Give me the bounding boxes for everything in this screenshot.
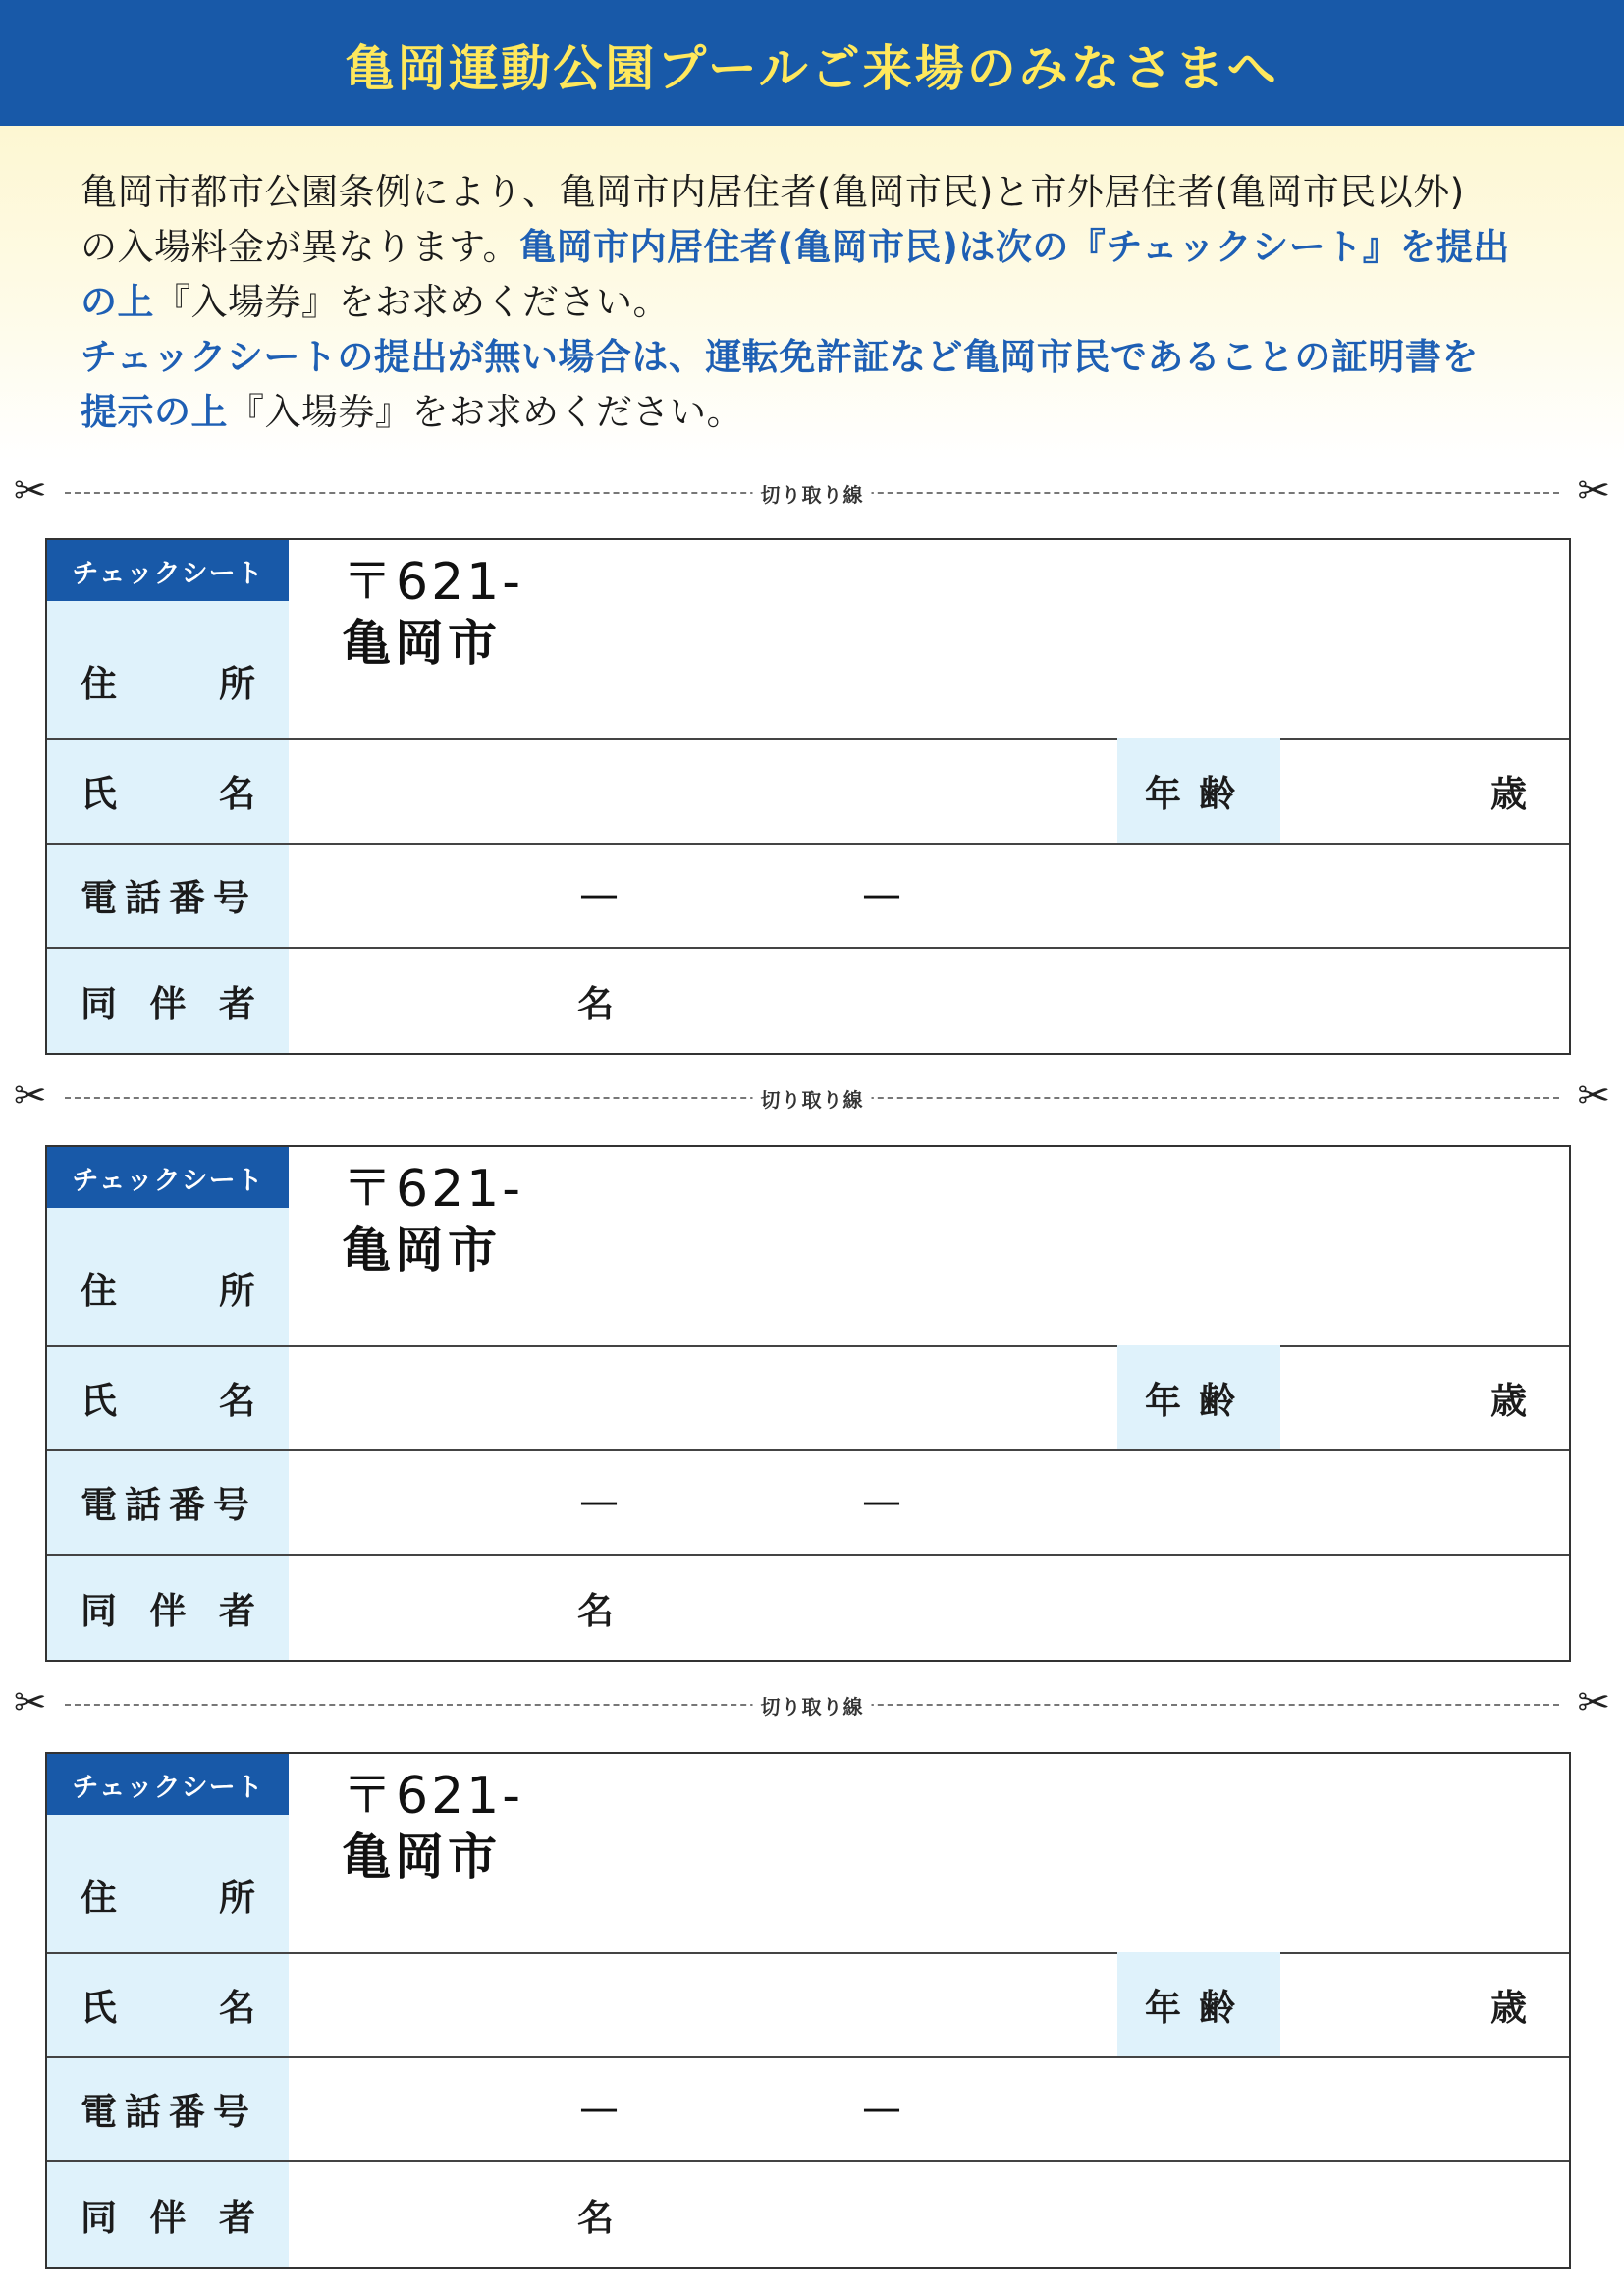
intro-line-1: 亀岡市都市公園条例により、亀岡市内居住者(亀岡市民)と市外居住者(亀岡市民以外) bbox=[81, 171, 1465, 213]
city-name: 亀岡市 bbox=[342, 1222, 501, 1279]
intro-line-2: の入場料金が異なります。亀岡市内居住者(亀岡市民)は次の『チェックシート』を提出 bbox=[81, 226, 1510, 268]
scissors-icon: ✂ bbox=[1577, 1680, 1610, 1725]
age-unit: 歳 bbox=[1490, 1987, 1527, 2029]
scissors-icon: ✂ bbox=[1577, 1073, 1610, 1119]
age-label: 年齢 bbox=[1117, 1952, 1280, 2056]
companion-label: 同 伴 者 bbox=[81, 983, 255, 1025]
phone-separator: — bbox=[579, 2086, 619, 2131]
intro-section bbox=[0, 126, 1624, 460]
cut-line-1 bbox=[0, 468, 1624, 514]
name-label: 氏 名 bbox=[81, 773, 255, 815]
check-sheet-3 bbox=[45, 1752, 1571, 2269]
companion-label: 同 伴 者 bbox=[81, 2197, 255, 2239]
address-label: 住 所 bbox=[81, 663, 255, 705]
scissors-icon: ✂ bbox=[14, 1680, 47, 1725]
scissors-icon: ✂ bbox=[1577, 468, 1610, 514]
phone-separator: — bbox=[579, 1479, 619, 1524]
phone-separator: — bbox=[862, 872, 901, 917]
postal-code-prefix: 〒621- bbox=[342, 1160, 524, 1219]
companion-unit: 名 bbox=[577, 2197, 614, 2239]
intro-text bbox=[81, 165, 1553, 440]
check-sheet-2 bbox=[45, 1145, 1571, 1662]
cut-line-label: 切り取り線 bbox=[753, 1691, 872, 1720]
check-sheet-badge: チェックシート bbox=[47, 1754, 289, 1815]
cut-line-2 bbox=[0, 1073, 1624, 1119]
phone-separator: — bbox=[579, 872, 619, 917]
age-label: 年齢 bbox=[1117, 1345, 1280, 1449]
companion-unit: 名 bbox=[577, 983, 614, 1025]
page-header bbox=[0, 0, 1624, 126]
companion-unit: 名 bbox=[577, 1590, 614, 1632]
intro-line-5: 提示の上『入場券』をお求めください。 bbox=[81, 391, 743, 433]
intro-line-3: の上『入場券』をお求めください。 bbox=[81, 281, 670, 323]
check-sheet-badge: チェックシート bbox=[47, 1147, 289, 1208]
check-sheet-1 bbox=[45, 538, 1571, 1055]
city-name: 亀岡市 bbox=[342, 615, 501, 672]
check-sheet-badge: チェックシート bbox=[47, 540, 289, 601]
name-label: 氏 名 bbox=[81, 1987, 255, 2029]
name-label: 氏 名 bbox=[81, 1380, 255, 1422]
cut-line-label: 切り取り線 bbox=[753, 479, 872, 508]
postal-code-prefix: 〒621- bbox=[342, 553, 524, 612]
phone-label: 電話番号 bbox=[81, 2091, 257, 2133]
city-name: 亀岡市 bbox=[342, 1829, 501, 1886]
address-label: 住 所 bbox=[81, 1270, 255, 1312]
scissors-icon: ✂ bbox=[14, 468, 47, 514]
phone-separator: — bbox=[862, 2086, 901, 2131]
phone-label: 電話番号 bbox=[81, 877, 257, 919]
phone-label: 電話番号 bbox=[81, 1484, 257, 1526]
age-label: 年齢 bbox=[1117, 738, 1280, 843]
cut-line-3 bbox=[0, 1680, 1624, 1725]
companion-label: 同 伴 者 bbox=[81, 1590, 255, 1632]
page-title: 亀岡運動公園プールご来場のみなさまへ bbox=[345, 40, 1279, 97]
age-unit: 歳 bbox=[1490, 1380, 1527, 1422]
postal-code-prefix: 〒621- bbox=[342, 1767, 524, 1826]
age-unit: 歳 bbox=[1490, 773, 1527, 815]
scissors-icon: ✂ bbox=[14, 1073, 47, 1119]
intro-line-4: チェックシートの提出が無い場合は、運転免許証など亀岡市民であることの証明書を bbox=[81, 336, 1479, 378]
address-label: 住 所 bbox=[81, 1877, 255, 1919]
phone-separator: — bbox=[862, 1479, 901, 1524]
cut-line-label: 切り取り線 bbox=[753, 1084, 872, 1113]
